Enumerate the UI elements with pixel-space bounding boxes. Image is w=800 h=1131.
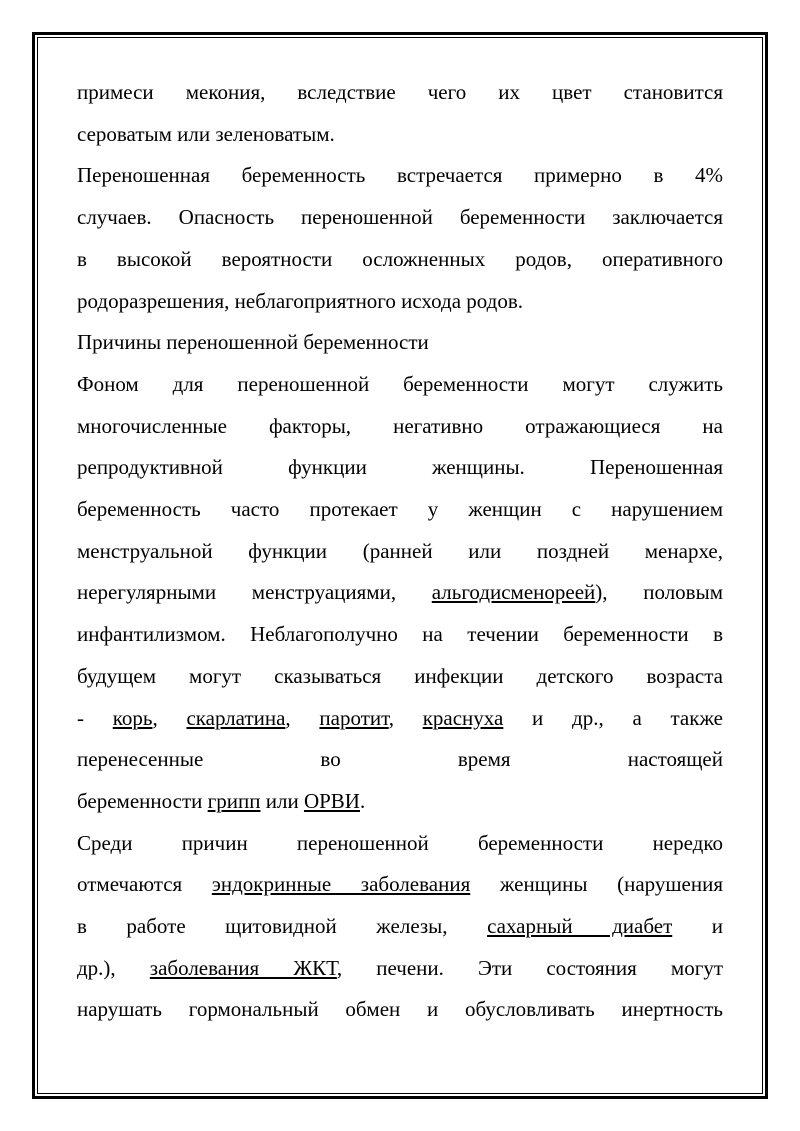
text-segment: др.), [77,955,150,980]
text-line [77,698,723,740]
hyperlink[interactable]: скарлатина [186,705,286,730]
text-line [77,906,723,948]
document-body [77,72,723,1031]
text-segment: многочисленные факторы, негативно отражающиеся на [77,413,723,438]
text-segment: инфантилизмом. Неблагополучно на течении беременности в [77,622,723,647]
text-segment: Фоном для переношенной беременности могут служить [77,371,723,396]
hyperlink[interactable]: заболевания ЖКТ [149,955,337,980]
text-line [77,239,723,281]
text-segment: отмечаются [77,872,212,897]
text-line [77,489,723,531]
text-line [77,614,723,656]
text-line [77,447,723,489]
text-line [77,322,723,364]
text-line [77,72,723,114]
text-segment: и [672,914,723,939]
text-segment: менструальной функции (ранней или поздней менархе, [77,538,723,563]
hyperlink[interactable]: грипп [207,788,261,813]
text-line [77,823,723,865]
text-segment: Причины переношенной беременности [77,330,429,355]
text-segment: . [359,788,366,813]
hyperlink[interactable]: эндокринные заболевания [211,872,471,897]
text-line [77,656,723,698]
text-line [77,864,723,906]
text-segment: ), половым [595,580,723,605]
text-segment: Переношенная беременность встречается примерно в 4% [77,163,723,188]
text-segment: репродуктивной функции женщины. Переношенная [77,455,723,480]
text-segment: и др., а также [503,705,724,730]
text-segment: беременность часто протекает у женщин с нарушением [77,497,723,522]
text-segment: примеси мекония, вследствие чего их цвет становится [77,80,723,104]
text-segment: , печени. Эти состояния могут [336,955,724,980]
text-line [77,406,723,448]
text-segment: женщины (нарушения [470,872,724,897]
text-line [77,197,723,239]
text-segment: - [77,705,113,730]
text-line [77,364,723,406]
text-segment: Среди причин переношенной беременности нередко [77,830,723,855]
text-segment: сероватым или зеленоватым. [77,121,335,146]
text-segment: в высокой вероятности осложненных родов, оперативного [77,246,723,271]
text-segment: , [285,705,320,730]
text-segment: будущем могут сказываться инфекции детского возраста [77,663,723,688]
text-line [77,739,723,781]
hyperlink[interactable]: сахарный диабет [487,914,673,939]
text-segment: или [260,788,304,813]
text-line [77,281,723,323]
text-line [77,531,723,573]
hyperlink[interactable]: корь [112,705,153,730]
text-segment: перенесенные во время настоящей [77,747,723,772]
text-line [77,155,723,197]
hyperlink[interactable]: ОРВИ [303,788,360,813]
hyperlink[interactable]: краснуха [422,705,504,730]
text-line [77,572,723,614]
text-line [77,948,723,990]
text-line [77,781,723,823]
text-segment: родоразрешения, неблагоприятного исхода родов. [77,288,524,313]
text-segment: беременности [77,788,208,813]
text-segment: , [152,705,187,730]
text-segment: нерегулярными менструациями, [77,580,432,605]
text-segment: , [388,705,423,730]
text-line [77,989,723,1031]
hyperlink[interactable]: альгодисменореей [431,580,596,605]
text-line [77,114,723,156]
text-segment: нарушать гормональный обмен и обусловливать инертность [77,997,723,1022]
text-segment: случаев. Опасность переношенной беременности заключается [77,205,723,230]
hyperlink[interactable]: паротит [319,705,389,730]
text-segment: в работе щитовидной железы, [77,914,488,939]
